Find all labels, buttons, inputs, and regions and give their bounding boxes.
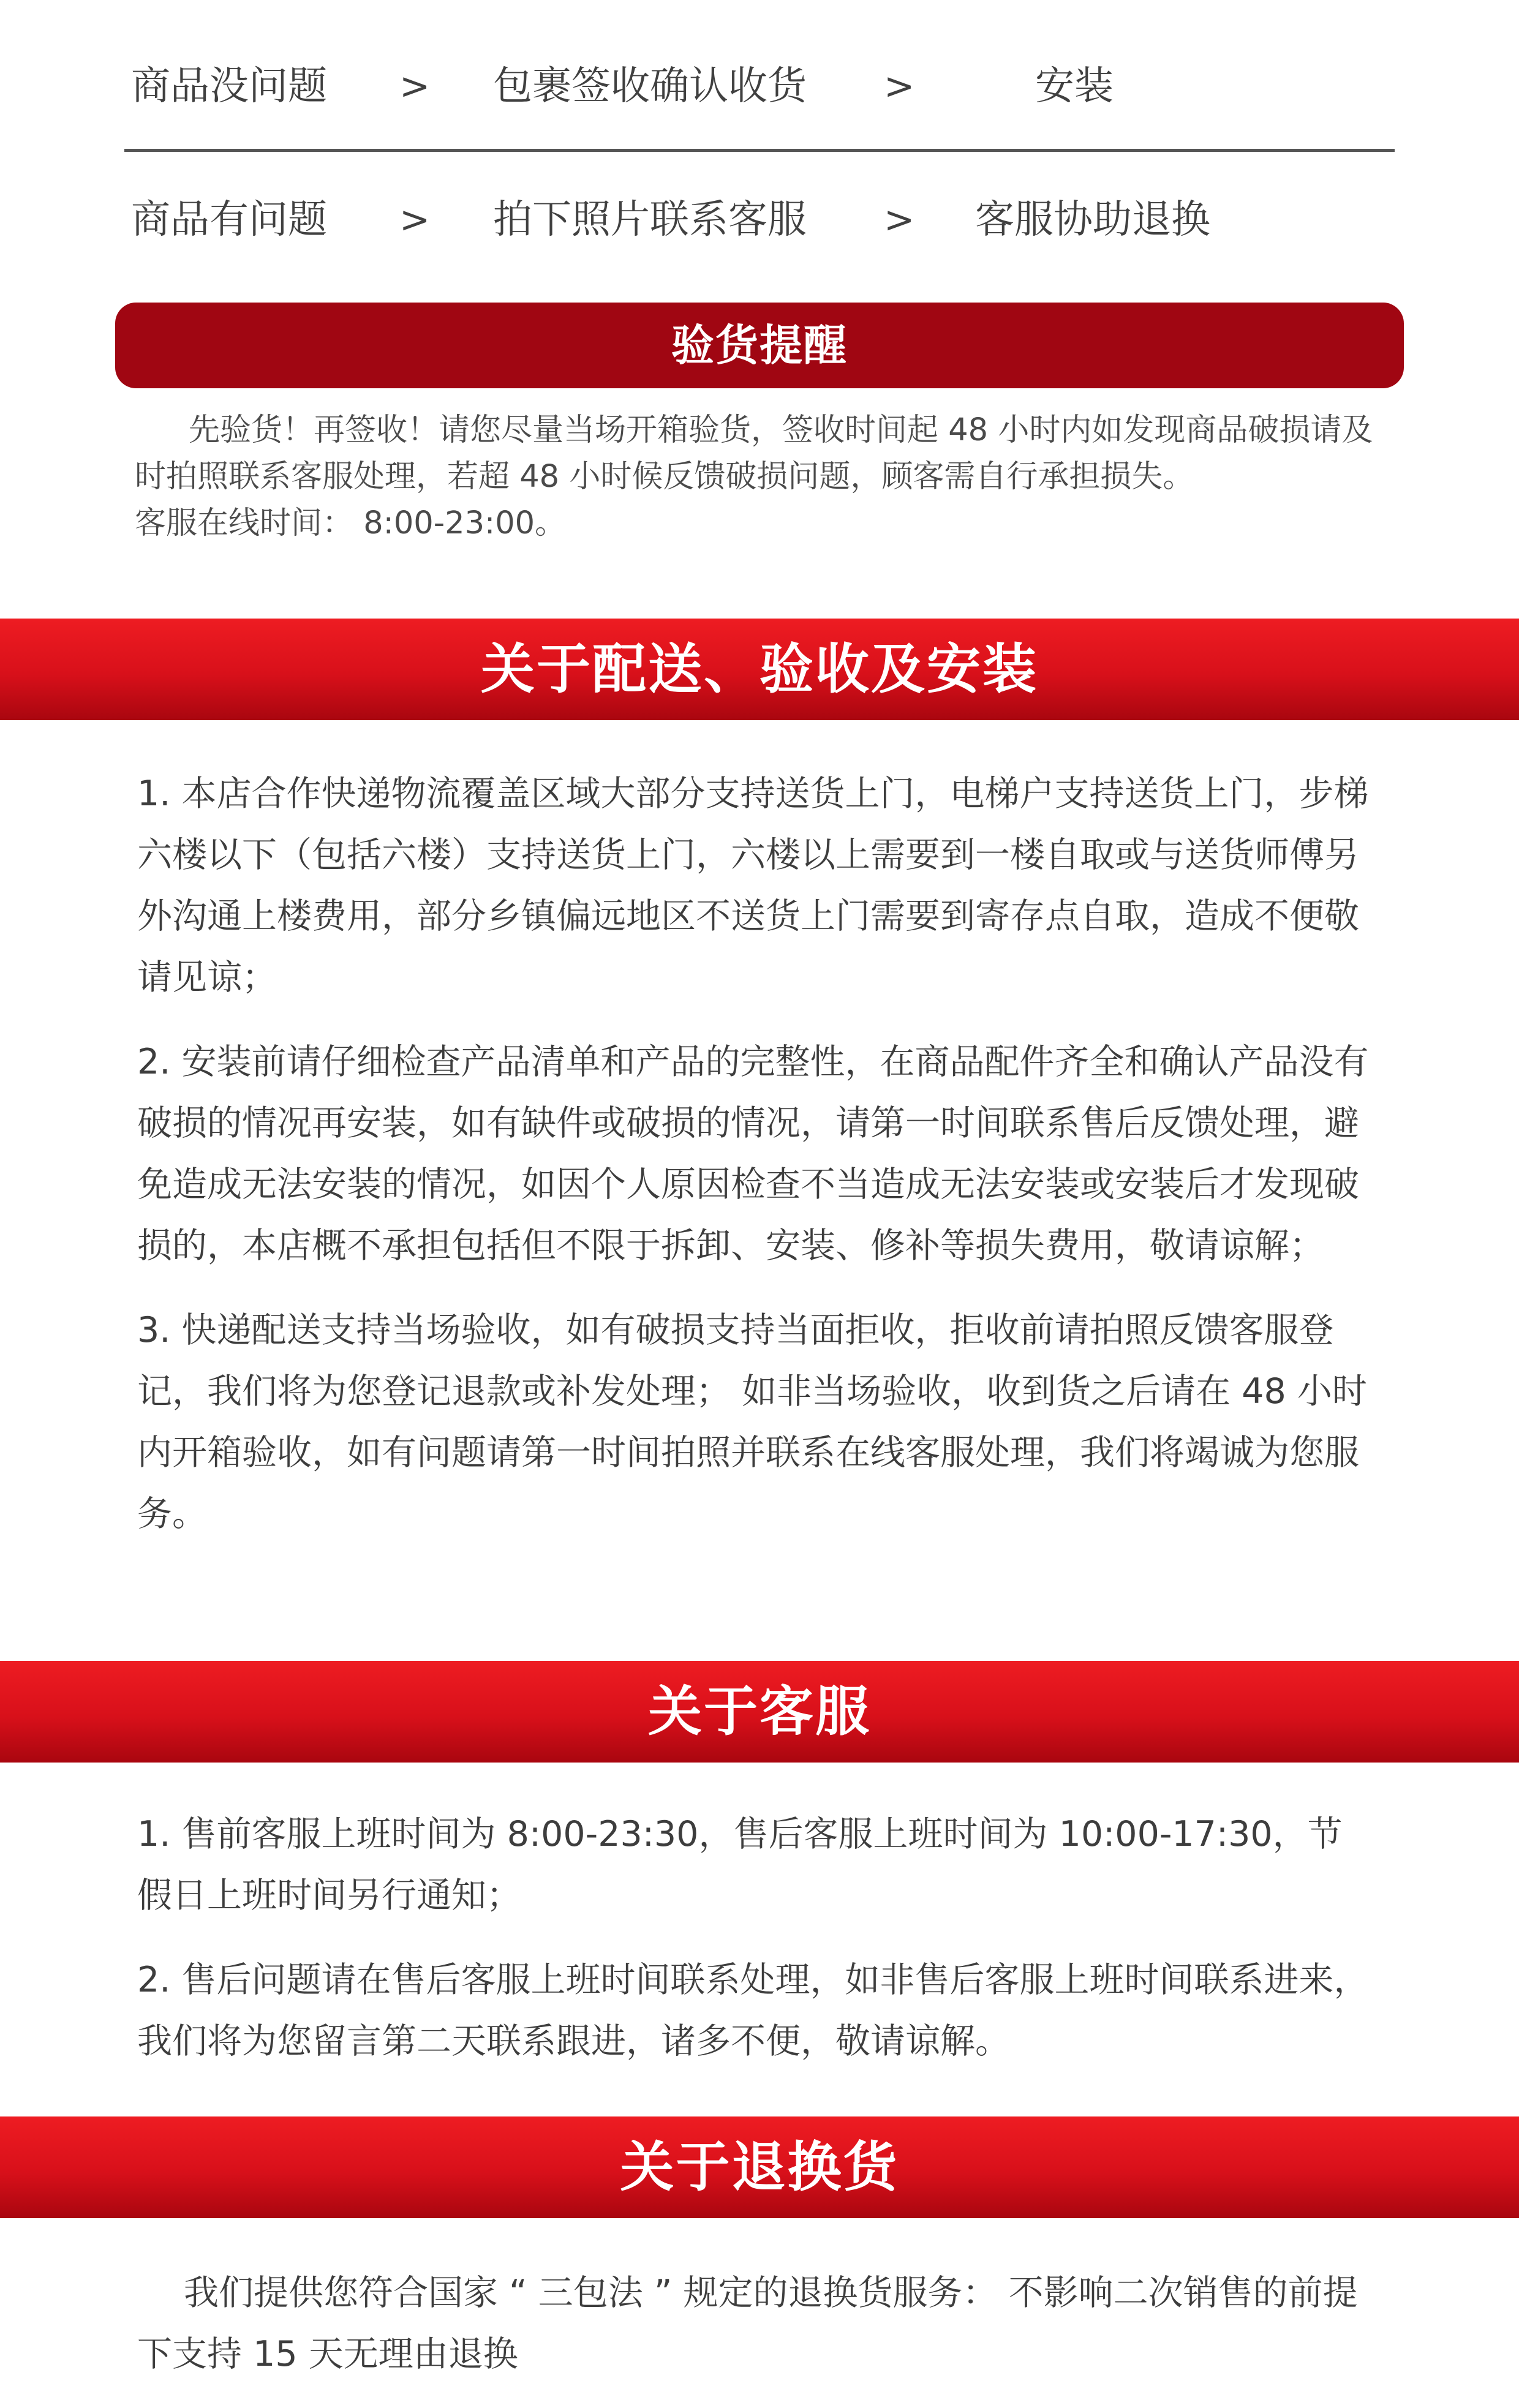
inspection-reminder-text [135,407,1384,547]
inspection-reminder-paragraph: 先验货！再签收！请您尽量当场开箱验货，签收时间起 48 小时内如发现商品破损请及时拍照联系客服处理，若超 48 小时候反馈破损问题，顾客需自行承担损失。 [135,412,1373,495]
flow-step-sign-receipt: 包裹签收确认收货 [493,64,807,109]
service-section-title: 关于客服 [0,1661,1519,1763]
delivery-item-1: 1. 本店合作快递物流覆盖区域大部分支持送货上门，电梯户支持送货上门，步梯六楼以下（包括六楼）支持送货上门，六楼以上需要到一楼自取或与送货师傅另外沟通上楼费用，部分乡镇偏远地区不送货上门需要到寄存点自取，造成不便敬请见谅； [137,773,1369,998]
flow-row-has-problem [0,186,1519,254]
flow-row-no-problem [0,53,1519,120]
flow-status-ok: 商品没问题 [131,64,327,109]
flow-divider [124,149,1395,152]
inspection-reminder-title: 验货提醒 [115,303,1404,388]
delivery-item-3: 3. 快递配送支持当场验收，如有破损支持当面拒收，拒收前请拍照反馈客服登记，我们将为您登记退款或补发处理； 如非当场验收，收到货之后请在 48 小时内开箱验收，如有问题请第一时间拍照并联系在线客服处理，我们将竭诚为您服务。 [137,1310,1367,1534]
flow-arrow: > [884,65,915,108]
flow-arrow: > [884,198,915,241]
flow-arrow: > [399,65,431,108]
delivery-item-2: 2. 安装前请仔细检查产品清单和产品的完整性，在商品配件齐全和确认产品没有破损的情况再安装，如有缺件或破损的情况，请第一时间联系售后反馈处理，避免造成无法安装的情况，如因个人原因检查不当造成无法安装或安装后才发现破损的，本店概不承担包括但不限于拆卸、安装、修补等损失费用，敬请谅解； [137,1042,1369,1266]
returns-section-body [137,2262,1377,2408]
flow-arrow: > [399,198,431,241]
flow-step-install: 安装 [1035,64,1114,109]
service-item-2: 2. 售后问题请在售后客服上班时间联系处理，如非售后客服上班时间联系进来，我们将为您留言第二天联系跟进，诸多不便，敬请谅解。 [137,1960,1369,2061]
returns-policy-text: 我们提供您符合国家 “ 三包法 ” 规定的退换货服务： 不影响二次销售的前提下支持 15 天无理由退换 [137,2273,1358,2374]
flow-step-return-exchange: 客服协助退换 [975,197,1210,243]
flow-step-photo-contact: 拍下照片联系客服 [493,197,807,243]
returns-section-title: 关于退换货 [0,2116,1519,2218]
flow-status-problem: 商品有问题 [131,197,327,243]
service-section-body [137,1804,1377,2095]
service-online-hours: 客服在线时间： 8:00-23:00。 [135,505,567,541]
delivery-section-title: 关于配送、验收及安装 [0,619,1519,720]
service-item-1: 1. 售前客服上班时间为 8:00-23:30，售后客服上班时间为 10:00-17:30，节假日上班时间另行通知； [137,1814,1343,1916]
delivery-section-body [137,763,1377,1568]
